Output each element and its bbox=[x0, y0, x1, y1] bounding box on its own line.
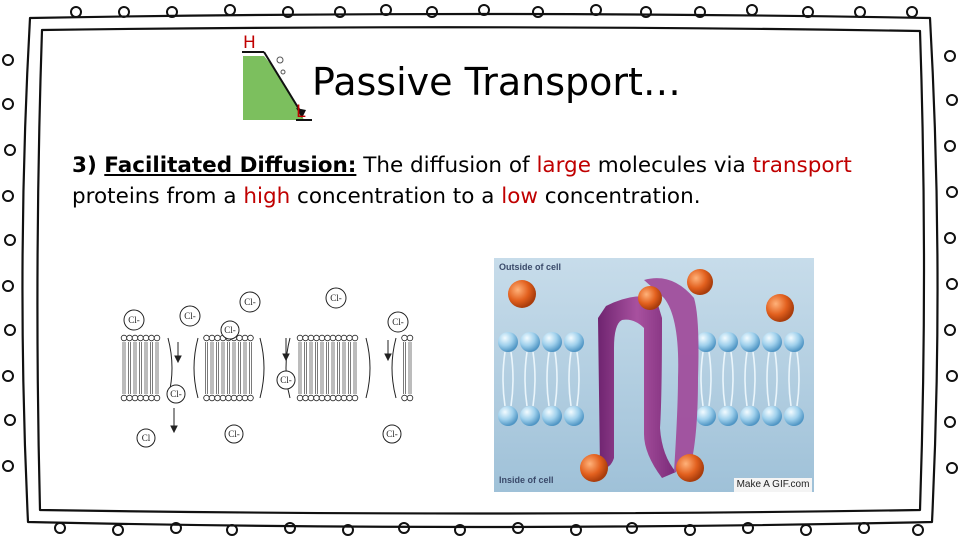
chloride-channel-diagram bbox=[118, 280, 418, 460]
inside-cell-caption: Inside of cell bbox=[499, 475, 554, 485]
transport-protein-illustration bbox=[494, 258, 814, 492]
ion-label: Cl- bbox=[330, 293, 342, 303]
definition-text bbox=[72, 150, 892, 212]
watermark-logo: Make A GIF.com bbox=[734, 478, 812, 492]
slide-title: Passive Transport… bbox=[312, 60, 681, 104]
ion-label: Cl- bbox=[386, 429, 398, 439]
term-heading: Facilitated Diffusion: bbox=[104, 153, 357, 178]
ion-label: Cl- bbox=[128, 315, 140, 325]
ion-label: Cl- bbox=[170, 389, 182, 399]
highlight-high: high bbox=[243, 184, 291, 209]
outside-cell-caption: Outside of cell bbox=[499, 262, 562, 272]
highlight-transport: transport bbox=[752, 153, 852, 178]
highlight-large: large bbox=[536, 153, 591, 178]
text-part: The diffusion of bbox=[356, 153, 537, 178]
high-label: H bbox=[243, 33, 256, 53]
text-part: molecules via bbox=[590, 153, 753, 178]
text-part: concentration. bbox=[537, 184, 701, 209]
ion-label: Cl- bbox=[244, 297, 256, 307]
chloride-ions bbox=[124, 288, 408, 447]
low-label: L bbox=[296, 102, 306, 122]
text-part: concentration to a bbox=[290, 184, 502, 209]
text-part: proteins from a bbox=[72, 184, 244, 209]
item-number: 3) bbox=[72, 153, 105, 178]
ion-label: Cl- bbox=[280, 375, 292, 385]
highlight-low: low bbox=[501, 184, 538, 209]
ion-label: Cl- bbox=[184, 311, 196, 321]
ion-label: Cl- bbox=[224, 325, 236, 335]
ion-label: Cl- bbox=[228, 429, 240, 439]
ion-label: Cl- bbox=[392, 317, 404, 327]
ion-label: Cl bbox=[141, 433, 151, 443]
